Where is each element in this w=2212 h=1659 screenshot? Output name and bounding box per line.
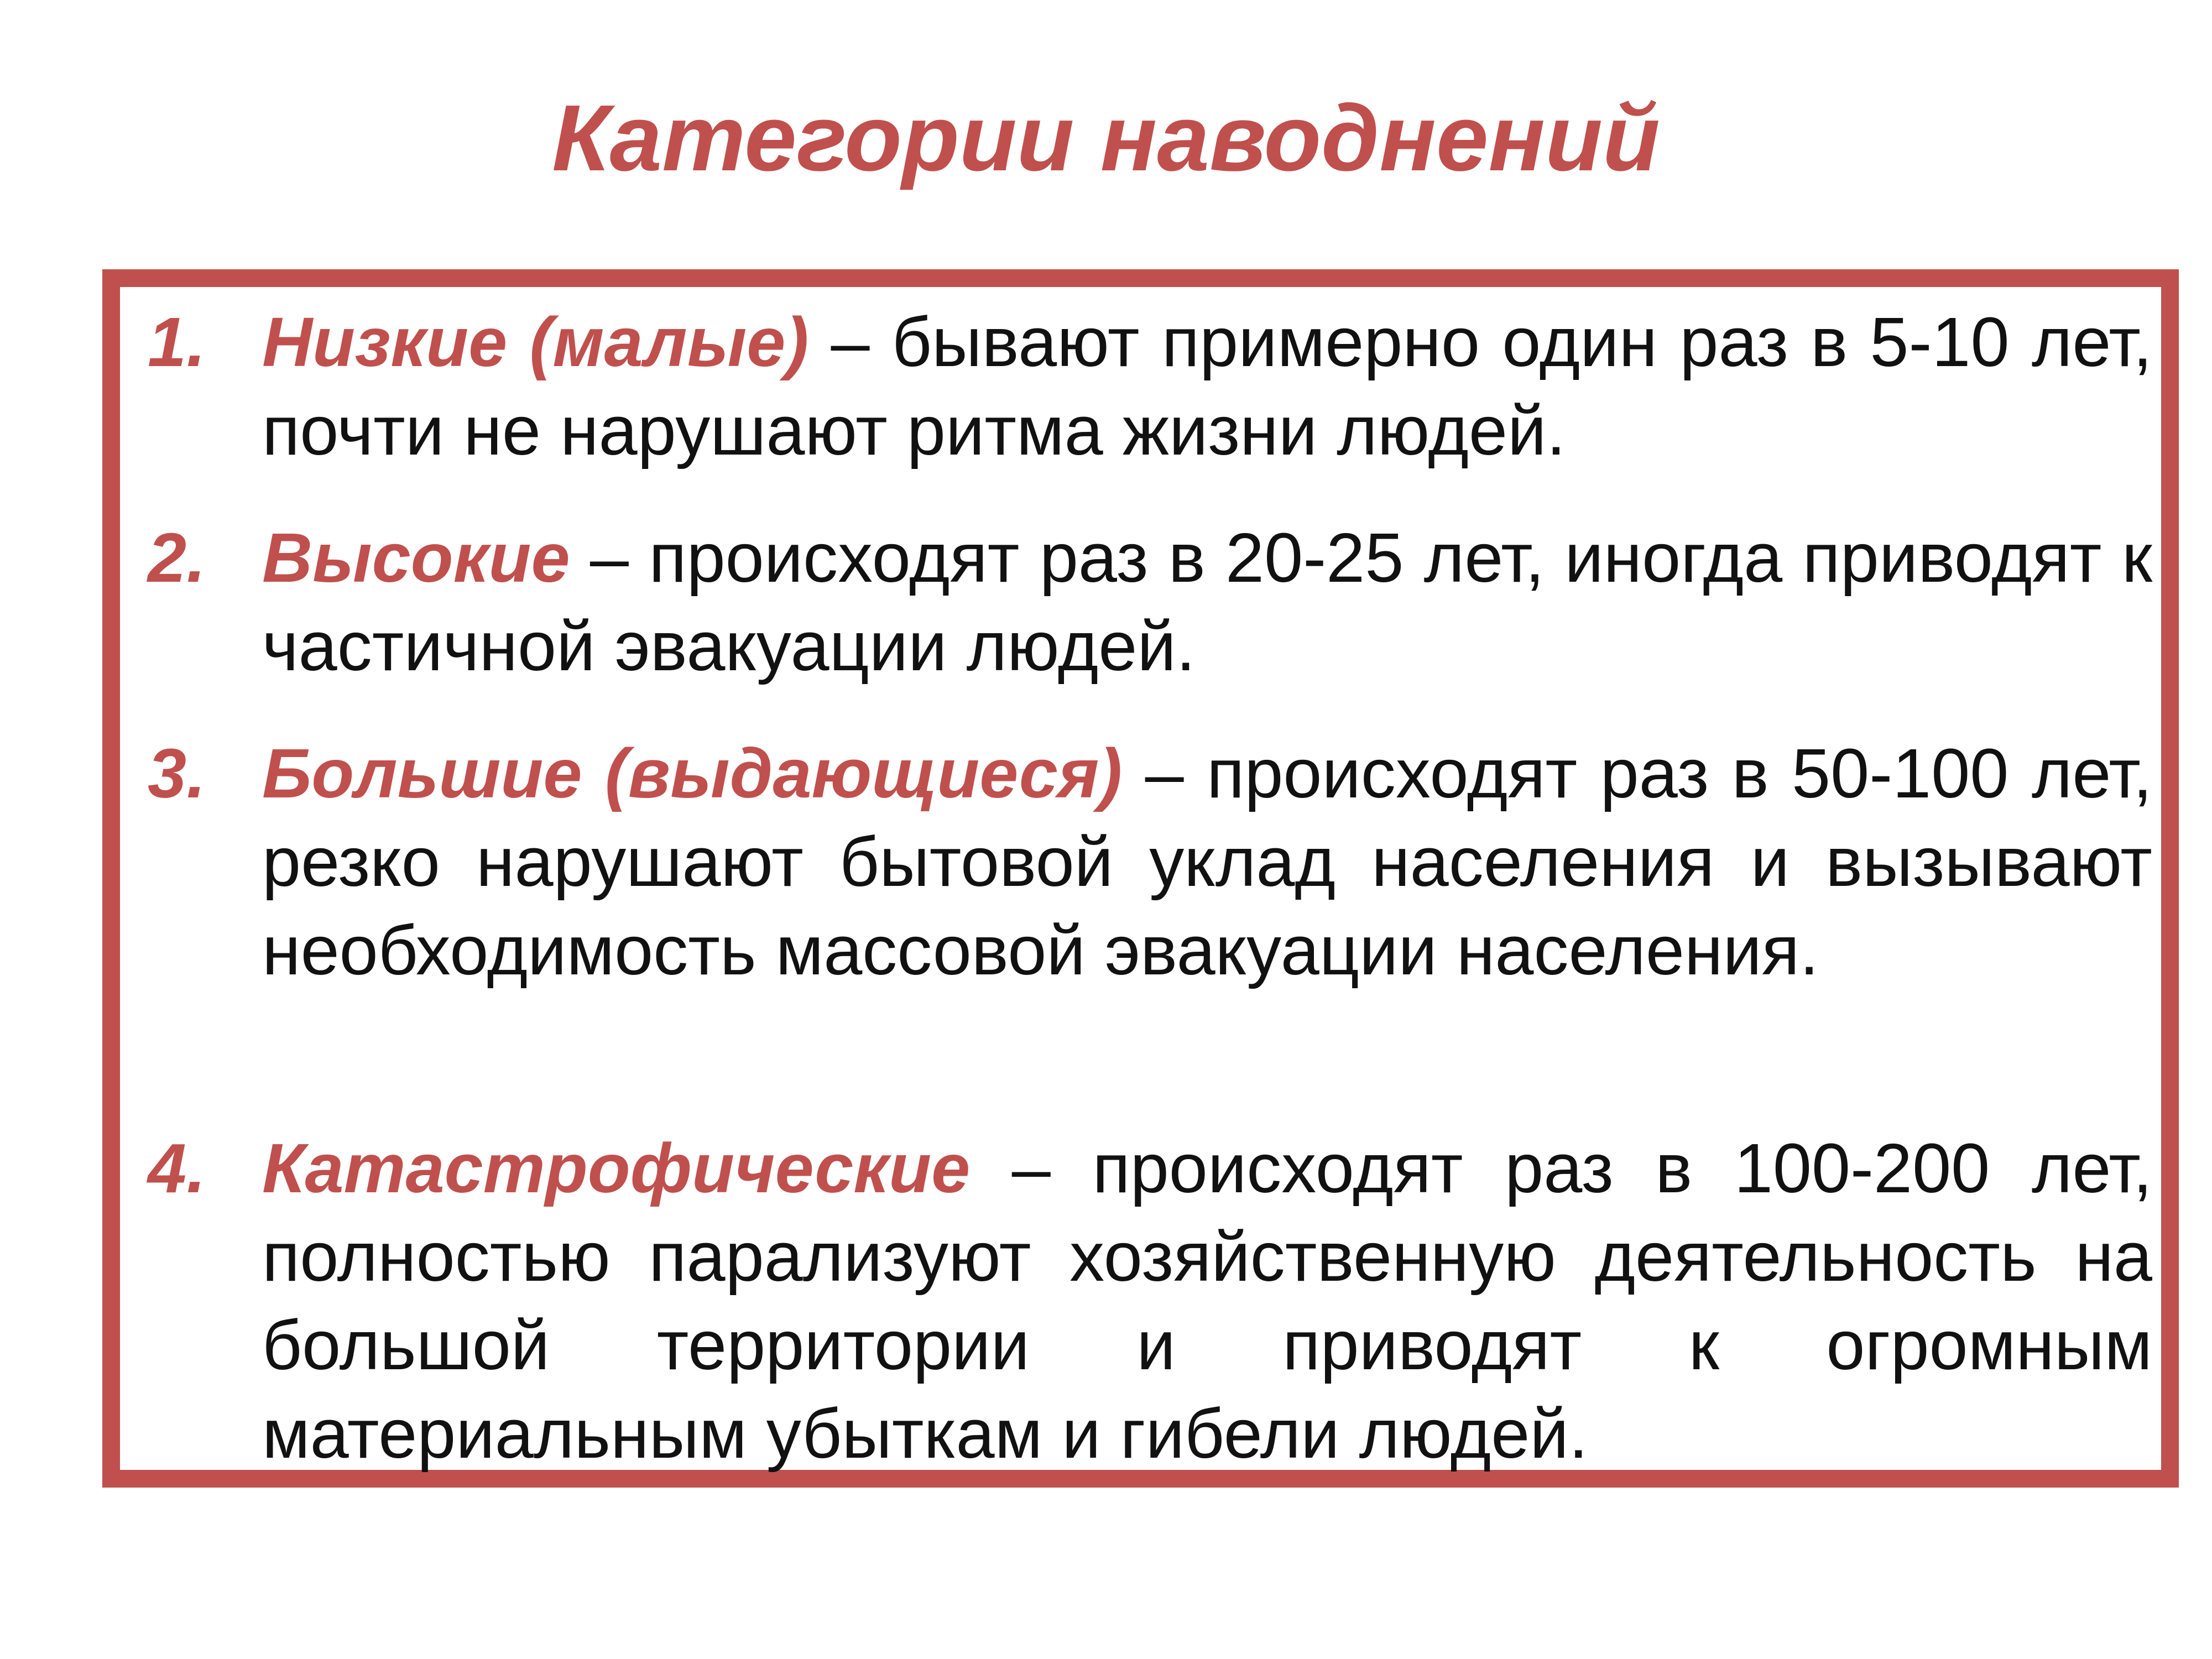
categories-box [102, 269, 2179, 1488]
item-number: 3. [148, 734, 206, 812]
category-term: Высокие [262, 519, 570, 597]
category-description: – бывают примерно один раз в 5-10 лет, почти не нарушают ритма жизни людей. [262, 303, 2152, 469]
category-description: – происходят раз в 20-25 лет, иногда приводят к частичной эвакуации людей. [262, 519, 2152, 685]
item-text [262, 729, 2152, 995]
category-description: – происходят раз в 100-200 лет, полностью парализуют хозяйственную деятельность на большой территории и приводят к огромным материальным убыткам и гибели людей. [262, 1129, 2152, 1473]
item-text [262, 514, 2152, 691]
item-number: 2. [148, 519, 206, 597]
category-term: Катастрофические [262, 1129, 971, 1207]
item-number: 4. [148, 1129, 206, 1207]
category-description: – происходят раз в 50-100 лет, резко нарушают бытовой уклад населения и вызывают необходимость массовой эвакуации населения. [262, 734, 2153, 989]
category-term: Низкие (малые) [262, 303, 809, 381]
item-number: 1. [148, 303, 206, 381]
slide-title: Категории наводнений [552, 86, 1660, 191]
item-text [262, 298, 2152, 475]
item-text [262, 1124, 2152, 1478]
category-term: Большие (выдающиеся) [262, 734, 1123, 812]
